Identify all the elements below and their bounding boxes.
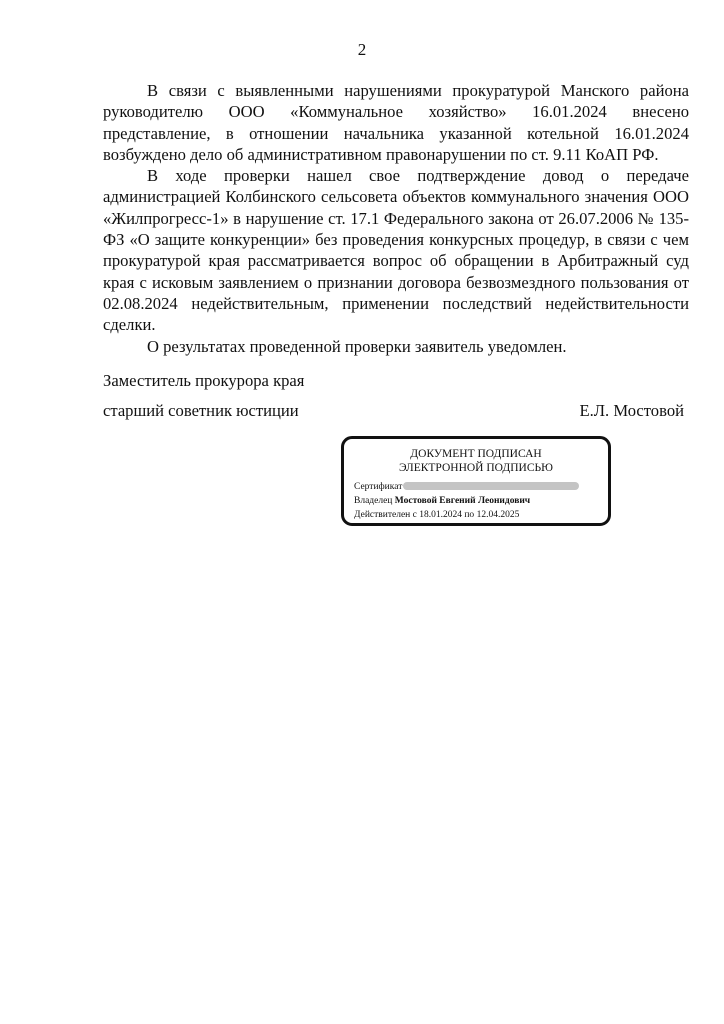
paragraph-violations: В связи с выявленными нарушениями прокуратурой Манского района руководителю ООО «Коммунальное хозяйство» 16.01.2024 внесено представление, в отношении начальника указанной котельной 16.01.2024 возбуждено дело об административном правонарушении по ст. 9.11 КоАП РФ.: [103, 81, 689, 164]
stamp-owner-row: [354, 496, 530, 506]
stamp-certificate-row: [354, 482, 579, 492]
page-number: 2: [357, 40, 367, 59]
valid-to-label: по: [464, 510, 475, 520]
electronic-signature-stamp: [341, 436, 611, 526]
valid-from: 18.01.2024: [419, 510, 462, 520]
valid-to: 12.04.2025: [476, 510, 520, 520]
paragraph-notification: О результатах проведенной проверки заявитель уведомлен.: [147, 336, 567, 356]
stamp-heading-line2: ЭЛЕКТРОННОЙ ПОДПИСЬЮ: [399, 461, 553, 474]
signatory-rank: старший советник юстиции: [103, 401, 299, 420]
certificate-redacted: [403, 482, 579, 490]
signatory-title: Заместитель прокурора края: [103, 371, 305, 390]
valid-label: Действителен с: [354, 510, 417, 520]
paragraph-inspection-findings: В ходе проверки нашел свое подтверждение довод о передаче администрацией Колбинского сельсовета объектов коммунального значения ООО «Жилпрогресс-1» в нарушение ст. 17.1 Федерального закона от 26.07.2006 № 135-ФЗ «О защите конкуренции» без проведения конкурсных процедур, в связи с чем прокуратурой края рассматривается вопрос об обращении в Арбитражный суд края с исковым заявлением о признании договора безвозмездного пользования от 02.08.2024 недействительным, применении последствий недействительности сделки.: [103, 166, 689, 335]
owner-name: Мостовой Евгений Леонидович: [394, 496, 531, 506]
stamp-validity-row: [354, 510, 519, 520]
signatory-name: Е.Л. Мостовой: [579, 401, 684, 420]
certificate-label: Сертификат: [354, 482, 403, 492]
owner-label: Владелец: [354, 496, 393, 506]
letter-body: [103, 80, 689, 357]
stamp-heading-line1: ДОКУМЕНТ ПОДПИСАН: [410, 448, 542, 460]
stamp-heading: [344, 448, 608, 475]
